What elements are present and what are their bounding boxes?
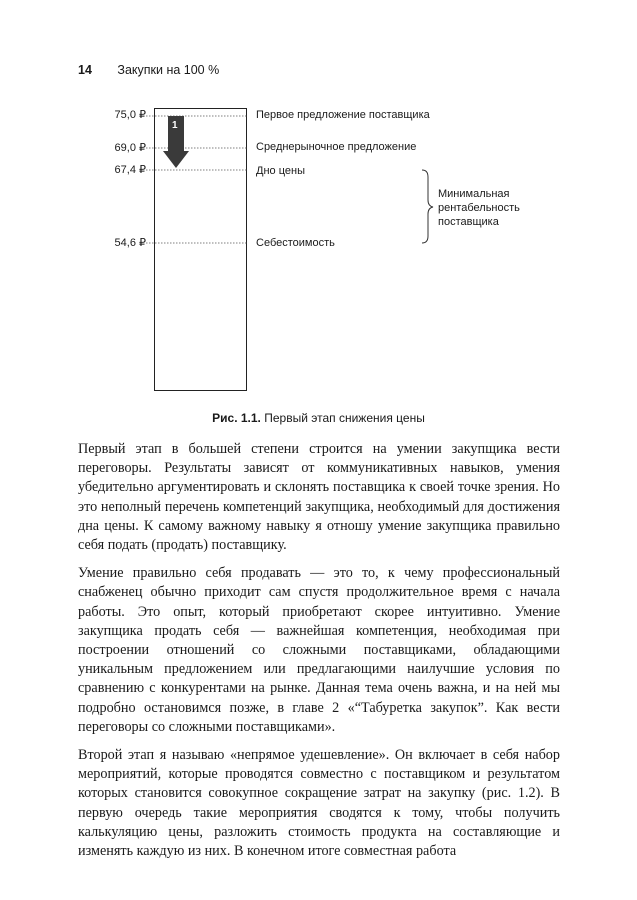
label-market: Среднерыночное предложение [256,141,417,153]
label-price-floor: Дно цены [256,165,305,177]
price-cost: 54,6 ₽ [114,237,146,249]
price-floor: 67,4 ₽ [114,164,146,176]
figure-caption [0,411,637,425]
paragraph: Умение правильно себя продавать — это то, к чему профессиональный снабженец обычно приходит сам спустя продолжительное время с начала работы. Это опыт, который приобретают скорее интуитивно. Умение закупщика продать себя — важнейшая компетенция, необходимая при построении отношений со сложными поставщиками, обладающими уникальным предложением или предлагающими наилучшие условия по сравнению с конкурентами на рынке. Данная тема очень важна, и на ней мы подробно остановимся позже, в главе 2 «“Табуретка закупок”. Как вести переговоры со сложными поставщиками». [78,565,560,735]
bracket-note-line: Минимальная [438,188,510,200]
caption-prefix: Рис. 1.1. [212,411,261,425]
bracket-note [438,187,520,229]
running-title: Закупки на 100 % [117,63,220,77]
caption-text: Первый этап снижения цены [260,411,425,425]
price-diagram [0,0,637,420]
page-number: 14 [78,63,92,77]
label-cost: Себестоимость [256,237,335,249]
right-brace [422,170,433,243]
figure-price-levels [0,0,637,420]
body-text [78,440,560,870]
price-first-offer: 75,0 ₽ [114,109,146,121]
bracket-note-line: поставщика [438,216,499,228]
paragraph: Второй этап я называю «непрямое удешевление». Он включает в себя набор мероприятий, которые проводятся совместно с поставщиком и результатом которых становится совокупное сокращение затрат на закупку (рис. 1.2). В первую очередь такие мероприятия сводятся к тому, чтобы получить калькуляцию цены, разложить стоимость продукта на составляющие и изменять каждую из них. В конечном итоге совместная работа [78,747,560,860]
label-first-offer: Первое предложение поставщика [256,109,430,121]
price-market: 69,0 ₽ [114,142,146,154]
paragraph: Первый этап в большей степени строится на умении закупщика вести переговоры. Результаты зависят от коммуникативных навыков, умения убедительно аргументировать и склонять поставщика к своей точке зрения. Но это неполный перечень компетенций закупщика, необходимый для достижения дна цены. К самому важному навыку я отношу умение закупщика правильно себя подать (продать) поставщику. [78,441,560,554]
step-marker: 1 [172,120,178,131]
bracket-note-line: рентабельность [438,202,520,214]
